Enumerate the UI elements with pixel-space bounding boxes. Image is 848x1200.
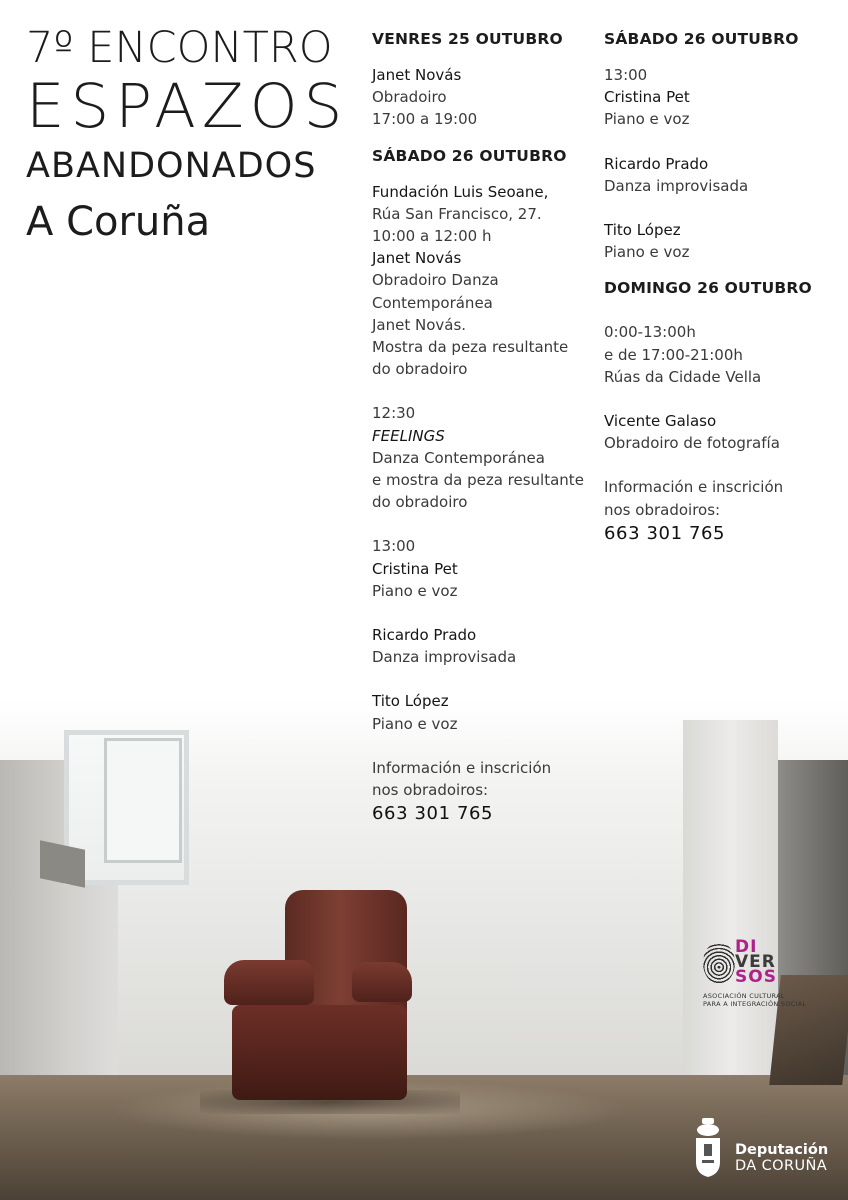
- diversos-wordmark: [735, 937, 777, 987]
- diversos-logo: [703, 937, 823, 1020]
- window-pane: [104, 738, 182, 863]
- event-detail: Contemporánea: [372, 293, 493, 312]
- event-detail: Mostra da peza resultante: [372, 338, 569, 357]
- right-column: [683, 720, 778, 1080]
- event-time: 17:00 a 19:00: [372, 110, 478, 129]
- event-detail: Piano e voz: [604, 110, 690, 129]
- info-label: nos obradoiros:: [604, 500, 721, 519]
- event-time: 12:30: [372, 404, 416, 423]
- title-line-1: 7º ENCONTRO: [26, 23, 333, 73]
- event-name: Cristina Pet: [604, 88, 690, 107]
- event-detail: Obradoiro de fotografía: [604, 434, 780, 453]
- venue-name: Fundación Luis Seoane,: [372, 182, 549, 201]
- event-detail: do obradoiro: [372, 360, 468, 379]
- venue-address: Rúa San Francisco, 27.: [372, 204, 542, 223]
- diversos-subtitle: [703, 992, 806, 1008]
- event-name: Ricardo Prado: [604, 154, 709, 173]
- day-heading: VENRES 25 OUTUBRO: [372, 30, 563, 48]
- event-detail: Danza Contemporánea: [372, 448, 545, 467]
- diversos-sub-line-2: PARA A INTEGRACIÓN SOCIAL: [703, 1000, 807, 1008]
- title-line-4: A Coruña: [26, 199, 211, 245]
- event-name: Ricardo Prado: [372, 626, 477, 645]
- armchair-arm-right: [352, 962, 412, 1002]
- event-detail: Danza improvisada: [372, 648, 517, 667]
- info-label: Información e inscrición: [372, 758, 552, 777]
- armchair-seat: [232, 1005, 407, 1100]
- event-detail: Janet Novás.: [372, 315, 467, 334]
- poster-title: [26, 22, 356, 252]
- event-detail: e mostra da peza resultante: [372, 471, 584, 490]
- fingerprint-icon: [703, 942, 735, 984]
- info-label: nos obradoiros:: [372, 781, 489, 800]
- armchair-arm-left: [224, 960, 314, 1005]
- title-line-2: ESPAZOS: [26, 71, 349, 142]
- event-location: Rúas da Cidade Vella: [604, 367, 762, 386]
- deputacion-name: Deputación: [735, 1142, 829, 1158]
- title-line-3: ABANDONADOS: [26, 146, 317, 186]
- deputacion-logo: [693, 1118, 843, 1178]
- deputacion-subtitle: DA CORUÑA: [735, 1158, 828, 1174]
- event-name: Vicente Galaso: [604, 412, 717, 431]
- event-time: 0:00-13:00h: [604, 323, 696, 342]
- event-name: Tito López: [372, 692, 449, 711]
- event-time: 13:00: [604, 66, 648, 84]
- day-heading: SÁBADO 26 OUTUBRO: [604, 30, 799, 48]
- event-name: Cristina Pet: [372, 559, 458, 578]
- shield-icon: [693, 1118, 723, 1178]
- phone-number: 663 301 765: [372, 803, 494, 825]
- info-label: Información e inscrición: [604, 478, 784, 497]
- event-detail: Obradoiro Danza: [372, 271, 499, 290]
- event-type: Obradoiro: [372, 88, 447, 107]
- event-detail: Piano e voz: [604, 243, 690, 262]
- event-detail: do obradoiro: [372, 493, 468, 512]
- diversos-word-3: SOS: [735, 967, 777, 987]
- diversos-sub-line-1: ASOCIACIÓN CULTURAL: [703, 992, 785, 1000]
- event-detail: Danza improvisada: [604, 176, 749, 195]
- day-heading: SÁBADO 26 OUTUBRO: [372, 146, 567, 165]
- schedule-column-2: [604, 28, 848, 547]
- event-detail: Piano e voz: [372, 581, 458, 600]
- diversos-word-1: DI: [735, 937, 758, 957]
- event-time: e de 17:00-21:00h: [604, 345, 743, 364]
- diversos-word-2: VER: [735, 952, 776, 972]
- phone-number: 663 301 765: [604, 522, 726, 544]
- venue-time: 10:00 a 12:00 h: [372, 227, 492, 246]
- schedule-column-1: [372, 28, 604, 827]
- event-name: Janet Novás: [372, 249, 462, 268]
- event-name: Janet Novás: [372, 66, 462, 84]
- event-detail: Piano e voz: [372, 714, 458, 733]
- day-heading: DOMINGO 26 OUTUBRO: [604, 279, 812, 298]
- event-time: 13:00: [372, 537, 416, 556]
- event-name: FEELINGS: [372, 426, 445, 445]
- event-name: Tito López: [604, 221, 681, 240]
